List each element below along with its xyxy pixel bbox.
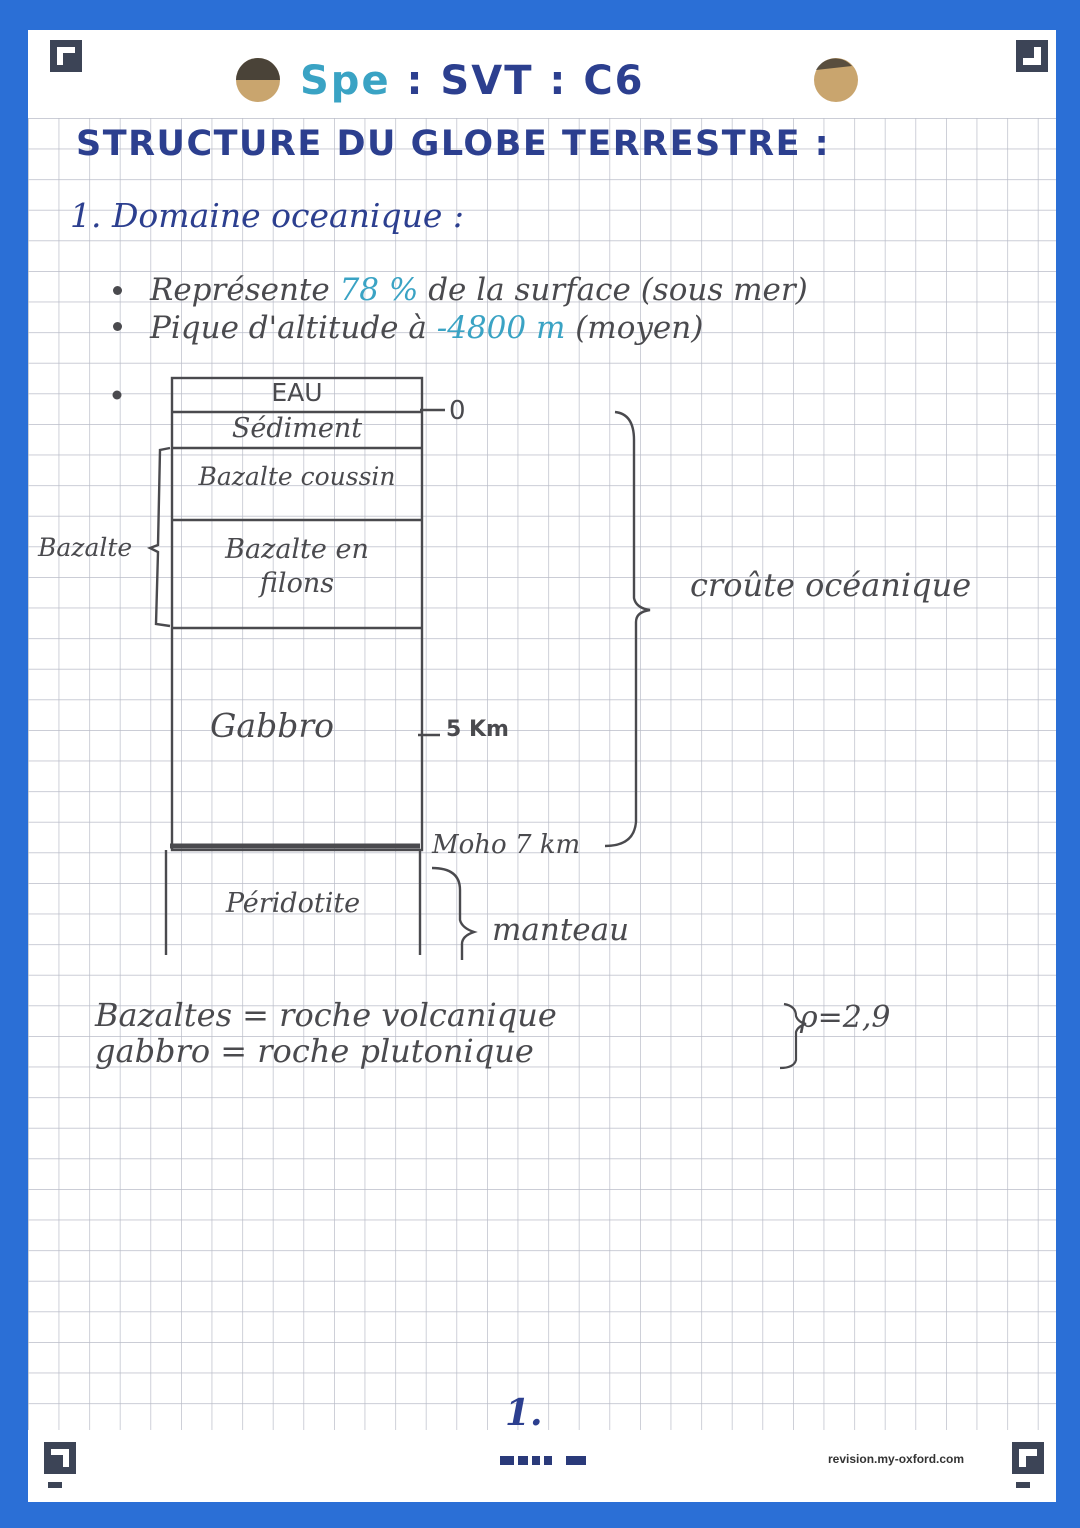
mantle-label: manteau [492, 912, 630, 948]
page-number: 1. [505, 1392, 543, 1434]
bullet-text: (moyen) [565, 310, 704, 346]
bullet-text: Représente [150, 272, 340, 308]
course-header [300, 58, 645, 104]
corner-mark-icon [1016, 40, 1048, 72]
bullet-dot [113, 286, 122, 295]
bullet-dot [113, 391, 122, 400]
crust-label: croûte océanique [690, 566, 972, 604]
header-rest: : SVT : C6 [390, 58, 645, 104]
header-prefix: Spe [300, 58, 391, 104]
note-basalt: Bazaltes = roche volcanique [95, 996, 557, 1034]
bazalte-label: Bazalte [38, 533, 133, 562]
bullet-text: de la surface (sous mer) [418, 272, 808, 308]
layer-peridotite: Péridotite [225, 888, 361, 919]
layer-eau: EAU [271, 378, 323, 407]
note-gabbro: gabbro = roche plutonique [95, 1032, 534, 1070]
bullet-dot [113, 322, 122, 331]
depth-5km-label: 5 Km [446, 717, 509, 742]
bullet-text: Pique d'altitude à [150, 310, 437, 346]
punch-hole-icon [236, 58, 280, 102]
note-density: ρ=2,9 [800, 1000, 891, 1035]
bullet-highlight: 78 % [339, 272, 419, 308]
moho-label: Moho 7 km [432, 830, 581, 860]
footer-url: revision.my-oxford.com [828, 1452, 965, 1466]
section-title: 1. Domaine oceanique : [70, 196, 464, 235]
bullet-altitude [150, 310, 703, 346]
layer-bazalte-filons-2: filons [259, 568, 335, 599]
layer-bazalte-coussin: Bazalte coussin [198, 462, 396, 491]
bullet-surface [150, 272, 808, 308]
corner-mark-icon [50, 40, 82, 72]
layer-gabbro: Gabbro [210, 706, 334, 745]
punch-hole-icon [814, 58, 858, 102]
bullet-highlight: -4800 m [436, 310, 566, 346]
depth-0-label: 0 [449, 396, 466, 426]
layer-sediment: Sédiment [231, 413, 363, 444]
layer-bazalte-filons-1: Bazalte en [225, 534, 369, 565]
page-title: STRUCTURE DU GLOBE TERRESTRE : [76, 124, 831, 164]
